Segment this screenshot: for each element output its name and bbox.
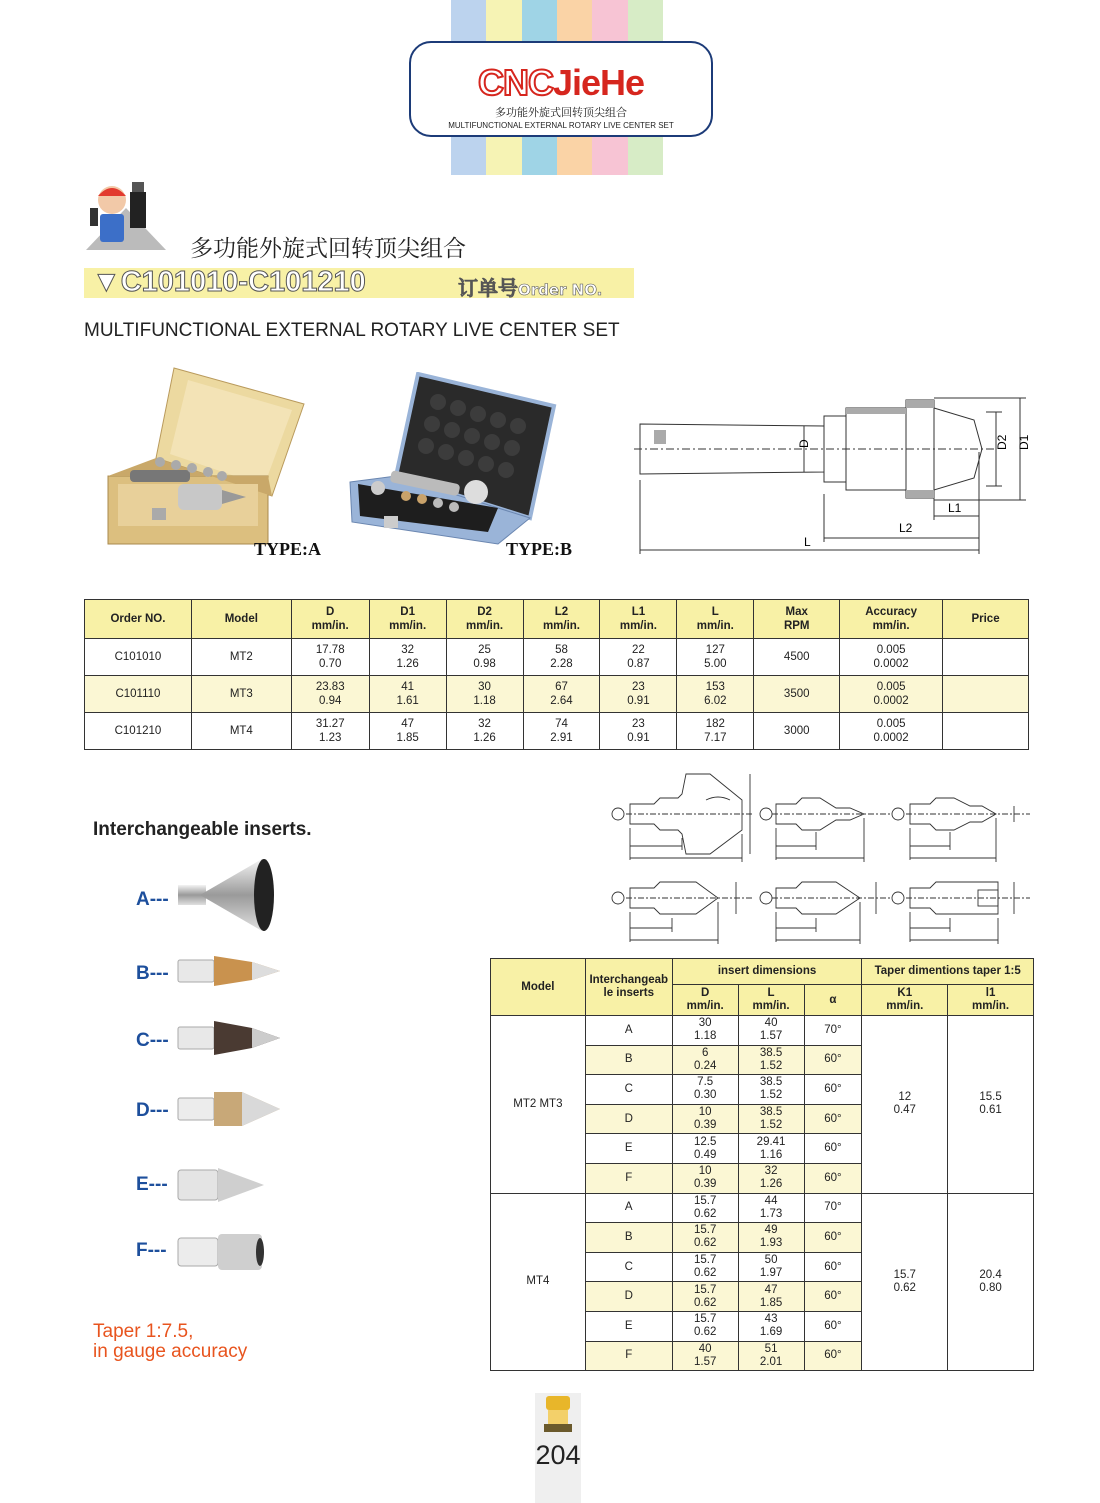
cell-l: 182 7.17 (677, 713, 754, 750)
cell-l: 38.5 1.52 (738, 1104, 804, 1134)
table-row (85, 713, 1029, 750)
cell-l: 40 1.57 (738, 1016, 804, 1046)
cell-insert: E (585, 1134, 672, 1164)
cell-l: 43 1.69 (738, 1311, 804, 1341)
cell-d: 15.7 0.62 (672, 1282, 738, 1312)
cell-d: 7.5 0.30 (672, 1075, 738, 1105)
cell-accuracy: 0.005 0.0002 (840, 676, 943, 713)
cell-insert: B (585, 1045, 672, 1075)
cell-l2: 67 2.64 (523, 676, 600, 713)
product-code-range: ▼C101010-C101210 (92, 266, 366, 298)
cell-d2: 25 0.98 (446, 639, 523, 676)
cell-l: 47 1.85 (738, 1282, 804, 1312)
logo-english-subtitle: MULTIFUNCTIONAL EXTERNAL ROTARY LIVE CENTER SET (448, 121, 674, 130)
logo-chinese-subtitle: 多功能外旋式回转顶尖组合 (495, 107, 627, 119)
cell-d: 40 1.57 (672, 1341, 738, 1371)
header-l2: L2 mm/in. (523, 600, 600, 639)
header-l1: l1 mm/in. (948, 985, 1034, 1016)
cell-d: 30 1.18 (672, 1016, 738, 1046)
cell-order-no: C101010 (85, 639, 192, 676)
cell-order-no: C101210 (85, 713, 192, 750)
table-row (491, 1016, 1034, 1046)
cell-alpha: 60° (804, 1223, 862, 1253)
cell-model: MT4 (191, 713, 291, 750)
cell-l2: 74 2.91 (523, 713, 600, 750)
cell-d: 10 0.39 (672, 1104, 738, 1134)
cell-order-no: C101110 (85, 676, 192, 713)
cell-l: 44 1.73 (738, 1193, 804, 1223)
header-l1: L1 mm/in. (600, 600, 677, 639)
cell-d: 31.27 1.23 (291, 713, 369, 750)
insert-f-label: F--- (136, 1240, 167, 1261)
cell-l: 49 1.93 (738, 1223, 804, 1253)
cell-d1: 41 1.61 (369, 676, 446, 713)
cell-alpha: 60° (804, 1311, 862, 1341)
cell-l: 29.41 1.16 (738, 1134, 804, 1164)
header-interchangeable-inserts: Interchangeab le inserts (585, 959, 672, 1016)
cell-d2: 30 1.18 (446, 676, 523, 713)
insert-d-label: D--- (136, 1100, 169, 1121)
table-row (491, 1193, 1034, 1223)
page-number: 204 (535, 1440, 581, 1470)
cell-max-rpm: 3000 (754, 713, 840, 750)
cell-accuracy: 0.005 0.0002 (840, 639, 943, 676)
cell-model: MT2 MT3 (491, 1016, 586, 1194)
header-l: L mm/in. (677, 600, 754, 639)
cell-d: 6 0.24 (672, 1045, 738, 1075)
brand-logo: CNCJieHe (477, 62, 645, 103)
insert-c-label: C--- (136, 1030, 169, 1051)
cell-d: 15.7 0.62 (672, 1252, 738, 1282)
cell-alpha: 70° (804, 1193, 862, 1223)
cell-d: 15.7 0.62 (672, 1193, 738, 1223)
header-insert-dimensions: insert dimensions (672, 959, 862, 985)
cell-l1: 20.4 0.80 (948, 1193, 1034, 1371)
cell-alpha: 60° (804, 1282, 862, 1312)
cell-l1: 15.5 0.61 (948, 1016, 1034, 1194)
cell-l2: 58 2.28 (523, 639, 600, 676)
cell-d2: 32 1.26 (446, 713, 523, 750)
type-b-aluminum-case-image (348, 372, 558, 548)
cell-k1: 12 0.47 (862, 1016, 948, 1194)
header-k1: K1 mm/in. (862, 985, 948, 1016)
cell-insert: D (585, 1282, 672, 1312)
cell-l1: 23 0.91 (600, 713, 677, 750)
cell-l: 50 1.97 (738, 1252, 804, 1282)
dim-d-label: D (797, 439, 811, 448)
header-l: L mm/in. (738, 985, 804, 1016)
header-price: Price (943, 600, 1029, 639)
cell-l: 38.5 1.52 (738, 1045, 804, 1075)
cell-d: 15.7 0.62 (672, 1223, 738, 1253)
header-model: Model (191, 600, 291, 639)
mascot-small-icon (540, 1394, 576, 1434)
cell-insert: B (585, 1223, 672, 1253)
dim-l2-label: L2 (899, 521, 913, 535)
insert-types-diagram (606, 770, 1036, 948)
live-center-technical-drawing (634, 386, 1034, 558)
header-d: D mm/in. (672, 985, 738, 1016)
insert-e-label: E--- (136, 1174, 168, 1195)
cell-d: 17.78 0.70 (291, 639, 369, 676)
cell-alpha: 60° (804, 1075, 862, 1105)
cell-l: 51 2.01 (738, 1341, 804, 1371)
header-d: D mm/in. (291, 600, 369, 639)
cell-model: MT2 (191, 639, 291, 676)
cell-l: 153 6.02 (677, 676, 754, 713)
insert-a-label: A--- (136, 889, 169, 910)
type-a-label: TYPE:A (254, 539, 321, 559)
dim-l1-label: L1 (948, 501, 962, 515)
header-accuracy: Accuracy mm/in. (840, 600, 943, 639)
cell-alpha: 60° (804, 1163, 862, 1193)
specifications-table (84, 599, 1029, 750)
cell-alpha: 60° (804, 1252, 862, 1282)
dim-d2-label: D2 (995, 434, 1009, 450)
table-row (85, 676, 1029, 713)
cell-insert: E (585, 1311, 672, 1341)
cell-alpha: 60° (804, 1341, 862, 1371)
cell-price (943, 639, 1029, 676)
cell-alpha: 70° (804, 1016, 862, 1046)
cell-insert: A (585, 1016, 672, 1046)
insert-a-image (176, 855, 280, 935)
header-max-rpm: Max RPM (754, 600, 840, 639)
cell-accuracy: 0.005 0.0002 (840, 713, 943, 750)
cell-alpha: 60° (804, 1045, 862, 1075)
cell-d: 15.7 0.62 (672, 1311, 738, 1341)
header-order-no: Order NO. (85, 600, 192, 639)
dim-d1-label: D1 (1017, 434, 1031, 450)
mascot-icon (80, 178, 172, 258)
insert-c-image (176, 1018, 282, 1058)
page-subtitle: MULTIFUNCTIONAL EXTERNAL ROTARY LIVE CENTER SET (84, 320, 620, 341)
cell-l: 32 1.26 (738, 1163, 804, 1193)
cell-price (943, 713, 1029, 750)
insert-b-image (176, 952, 282, 990)
order-number-label: 订单号Order NO. (458, 276, 603, 300)
table-row (85, 639, 1029, 676)
cell-alpha: 60° (804, 1104, 862, 1134)
cell-model: MT3 (191, 676, 291, 713)
table-header-row (491, 959, 1034, 985)
cell-l1: 22 0.87 (600, 639, 677, 676)
cell-d: 10 0.39 (672, 1163, 738, 1193)
cell-d1: 32 1.26 (369, 639, 446, 676)
table-header-row (85, 600, 1029, 639)
insert-d-image (176, 1088, 282, 1130)
header-taper-dimensions: Taper dimentions taper 1:5 (862, 959, 1034, 985)
cell-l1: 23 0.91 (600, 676, 677, 713)
cell-d: 12.5 0.49 (672, 1134, 738, 1164)
cell-insert: C (585, 1252, 672, 1282)
header-alpha: α (804, 985, 862, 1016)
dim-l-label: L (804, 535, 811, 549)
cell-insert: A (585, 1193, 672, 1223)
page-title-chinese: 多功能外旋式回转顶尖组合 (190, 236, 466, 262)
cell-insert: C (585, 1075, 672, 1105)
cell-insert: D (585, 1104, 672, 1134)
cell-alpha: 60° (804, 1134, 862, 1164)
cell-k1: 15.7 0.62 (862, 1193, 948, 1371)
insert-dimensions-table (490, 958, 1034, 1371)
header-d1: D1 mm/in. (369, 600, 446, 639)
cell-max-rpm: 4500 (754, 639, 840, 676)
insert-b-label: B--- (136, 963, 169, 984)
interchangeable-inserts-title: Interchangeable inserts. (93, 819, 312, 840)
cell-insert: F (585, 1341, 672, 1371)
cell-price (943, 676, 1029, 713)
cell-d: 23.83 0.94 (291, 676, 369, 713)
insert-e-image (176, 1164, 266, 1206)
type-a-wooden-case-image (104, 366, 314, 546)
cell-l: 38.5 1.52 (738, 1075, 804, 1105)
cell-d1: 47 1.85 (369, 713, 446, 750)
header-d2: D2 mm/in. (446, 600, 523, 639)
type-b-label: TYPE:B (506, 539, 573, 559)
header-model: Model (491, 959, 586, 1016)
insert-f-image (176, 1232, 266, 1272)
cell-insert: F (585, 1163, 672, 1193)
cell-max-rpm: 3500 (754, 676, 840, 713)
taper-accuracy-note: Taper 1:7.5, in gauge accuracy (93, 1321, 248, 1362)
cell-l: 127 5.00 (677, 639, 754, 676)
cell-model: MT4 (491, 1193, 586, 1371)
